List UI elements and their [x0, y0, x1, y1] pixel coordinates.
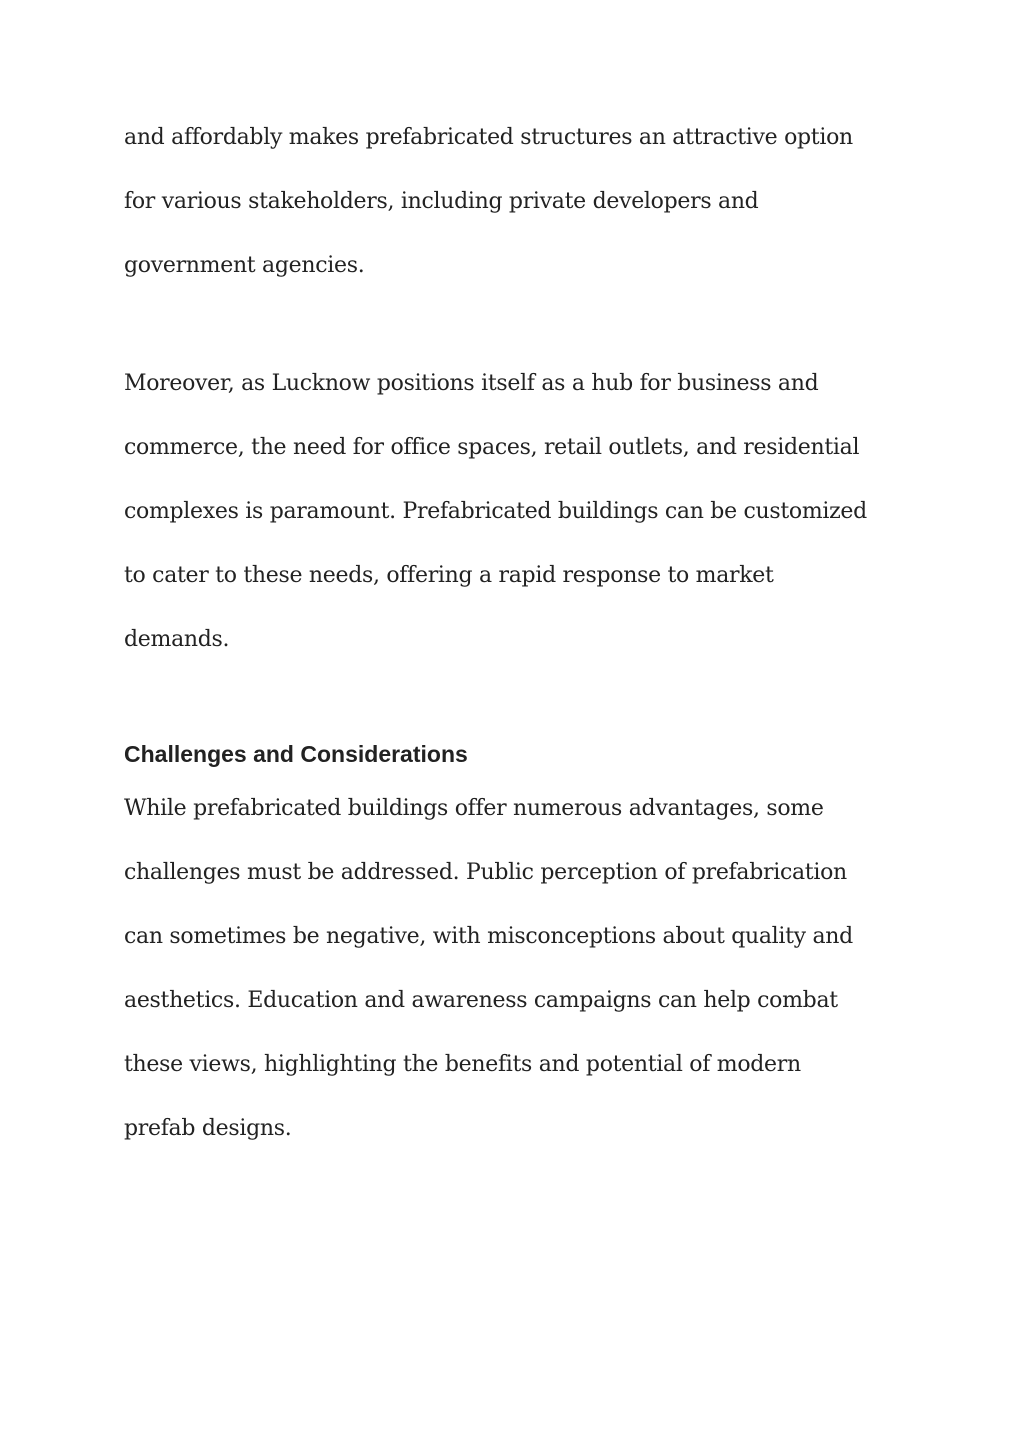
text-line: challenges must be addressed. Public perception of prefabrication [124, 860, 847, 885]
text-line: demands. [124, 627, 230, 652]
text-line: to cater to these needs, offering a rapid response to market [124, 563, 774, 588]
text-line: and affordably makes prefabricated structures an attractive option [124, 125, 853, 150]
text-line: prefab designs. [124, 1116, 292, 1141]
text-line: can sometimes be negative, with misconceptions about quality and [124, 924, 853, 949]
text-line: While prefabricated buildings offer numerous advantages, some [124, 796, 824, 821]
text-line: government agencies. [124, 253, 365, 278]
text-line: commerce, the need for office spaces, retail outlets, and residential [124, 435, 860, 460]
text-line: complexes is paramount. Prefabricated buildings can be customized [124, 499, 867, 524]
text-line: for various stakeholders, including private developers and [124, 189, 759, 214]
text-line: these views, highlighting the benefits and potential of modern [124, 1052, 801, 1077]
text-line: aesthetics. Education and awareness campaigns can help combat [124, 988, 838, 1013]
section-heading: Challenges and Considerations [124, 741, 468, 767]
text-line: Moreover, as Lucknow positions itself as a hub for business and [124, 371, 819, 396]
